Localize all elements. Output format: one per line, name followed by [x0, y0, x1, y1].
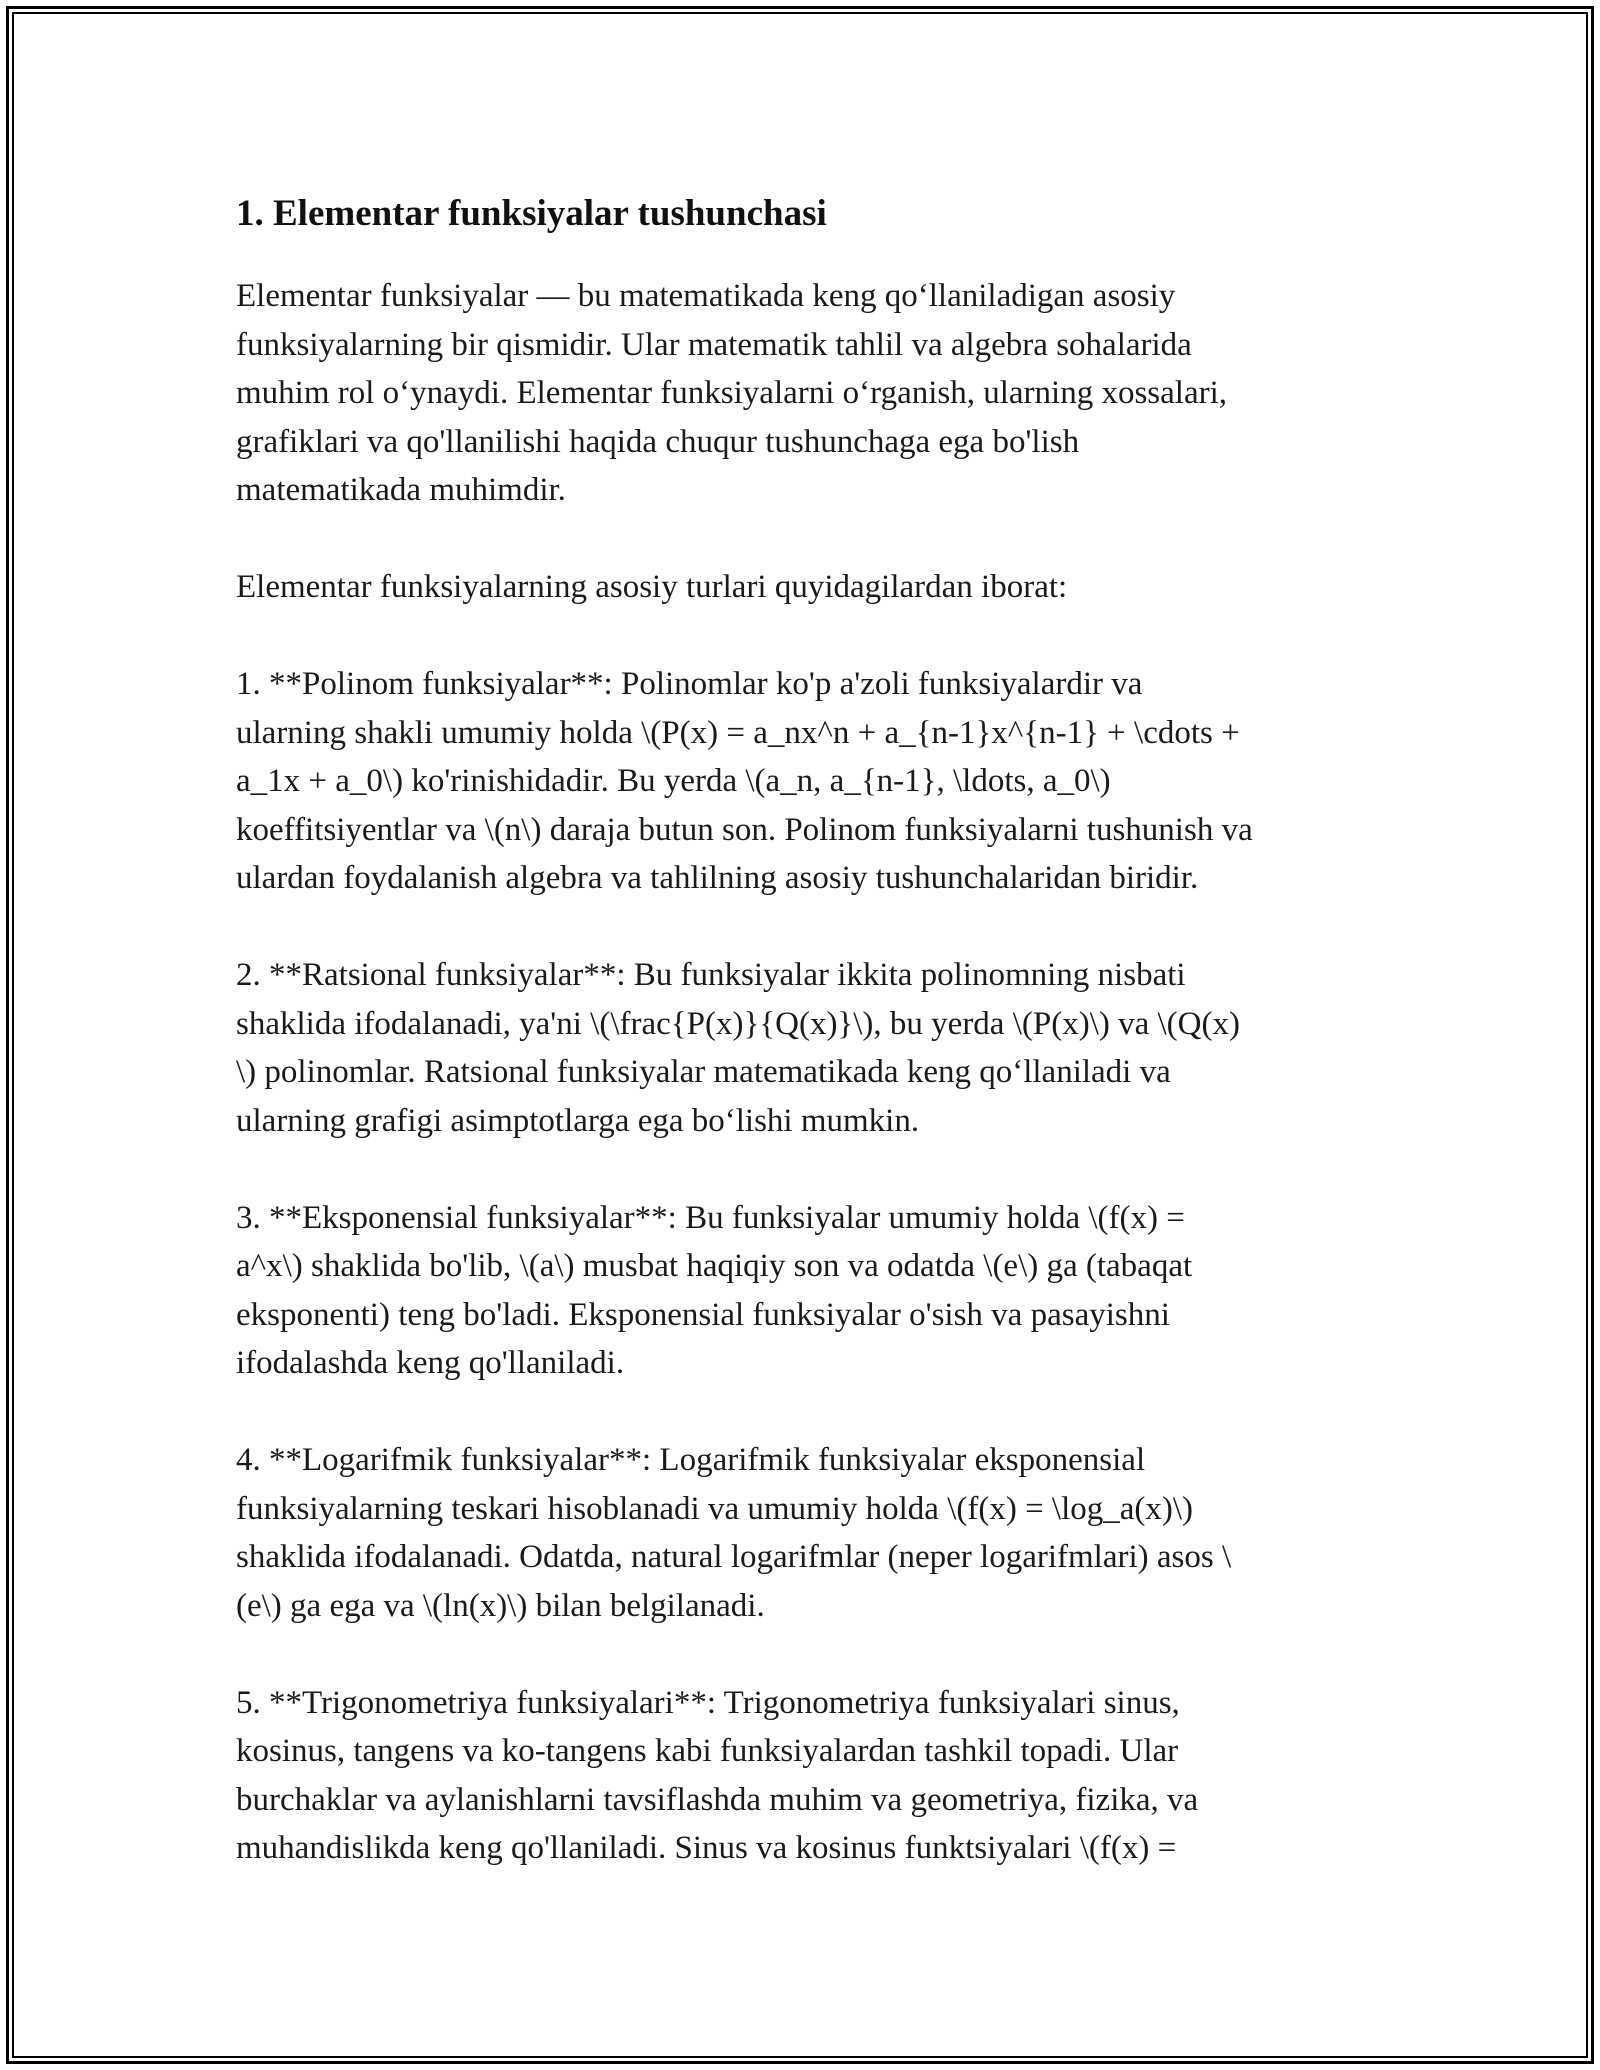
- section-heading: 1. Elementar funksiyalar tushunchasi: [236, 193, 827, 234]
- section-body: Elementar funksiyalar — bu matematikada keng qoʻllaniladigan asosiy funksiyalarning bir qismidir. Ular matematik tahlil va algebra sohalarida muhim rol oʻynaydi. Elementar funksiyalarni oʻrganish, ularning xossalari, grafiklari va qo'llanilishi haqida chuqur tushunchaga ega bo'lish matematikada muhimdir. Elementar funksiyalarning asosiy turlari quyidagilardan iborat: 1. **Polinom funksiyalar**: Polinomlar ko'p a'zoli funksiyalardir va ularning shakli umumiy holda \(P(x) = a_nx^n + a_{n-1}x^{n-1} + \cdots + a_1x + a_0\) ko'rinishidadir. Bu yerda \(a_n, a_{n-1}, \ldots, a_0\) koeffitsiyentlar va \(n\) daraja butun son. Polinom funksiyalarni tushunish va ulardan foydalanish algebra va tahlilning asosiy tushunchalaridan biridir. 2. **Ratsional funksiyalar**: Bu funksiyalar ikkita polinomning nisbati shaklida ifodalanadi, ya'ni \(\frac{P(x)}{Q(x)}\), bu yerda \(P(x)\) va \(Q(x) \) polinomlar. Ratsional funksiyalar matematikada keng qoʻllaniladi va ularning grafigi asimptotlarga ega boʻlishi mumkin. 3. **Eksponensial funksiyalar**: Bu funksiyalar umumiy holda \(f(x) = a^x\) shaklida bo'lib, \(a\) musbat haqiqiy son va odatda \(e\) ga (tabaqat eksponenti) teng bo'ladi. Eksponensial funksiyalar o'sish va pasayishni ifodalashda keng qo'llaniladi. 4. **Logarifmik funksiyalar**: Logarifmik funksiyalar eksponensial funksiyalarning teskari hisoblanadi va umumiy holda \(f(x) = \log_a(x)\) shaklida ifodalanadi. Odatda, natural logarifmlar (neper logarifmlari) asos \ (e\) ga ega va \(ln(x)\) bilan belgilanadi. 5. **Trigonometriya funksiyalari**: Trigonometriya funksiyalari sinus, kosinus, tangens va ko-tangens kabi funksiyalardan tashkil topadi. Ular burchaklar va aylanishlarni tavsiflashda muhim va geometriya, fizika, va muhandislikda keng qo'llaniladi. Sinus va kosinus funktsiyalari \(f(x) =: [236, 278, 1253, 1866]
- document-content: [236, 188, 1376, 1873]
